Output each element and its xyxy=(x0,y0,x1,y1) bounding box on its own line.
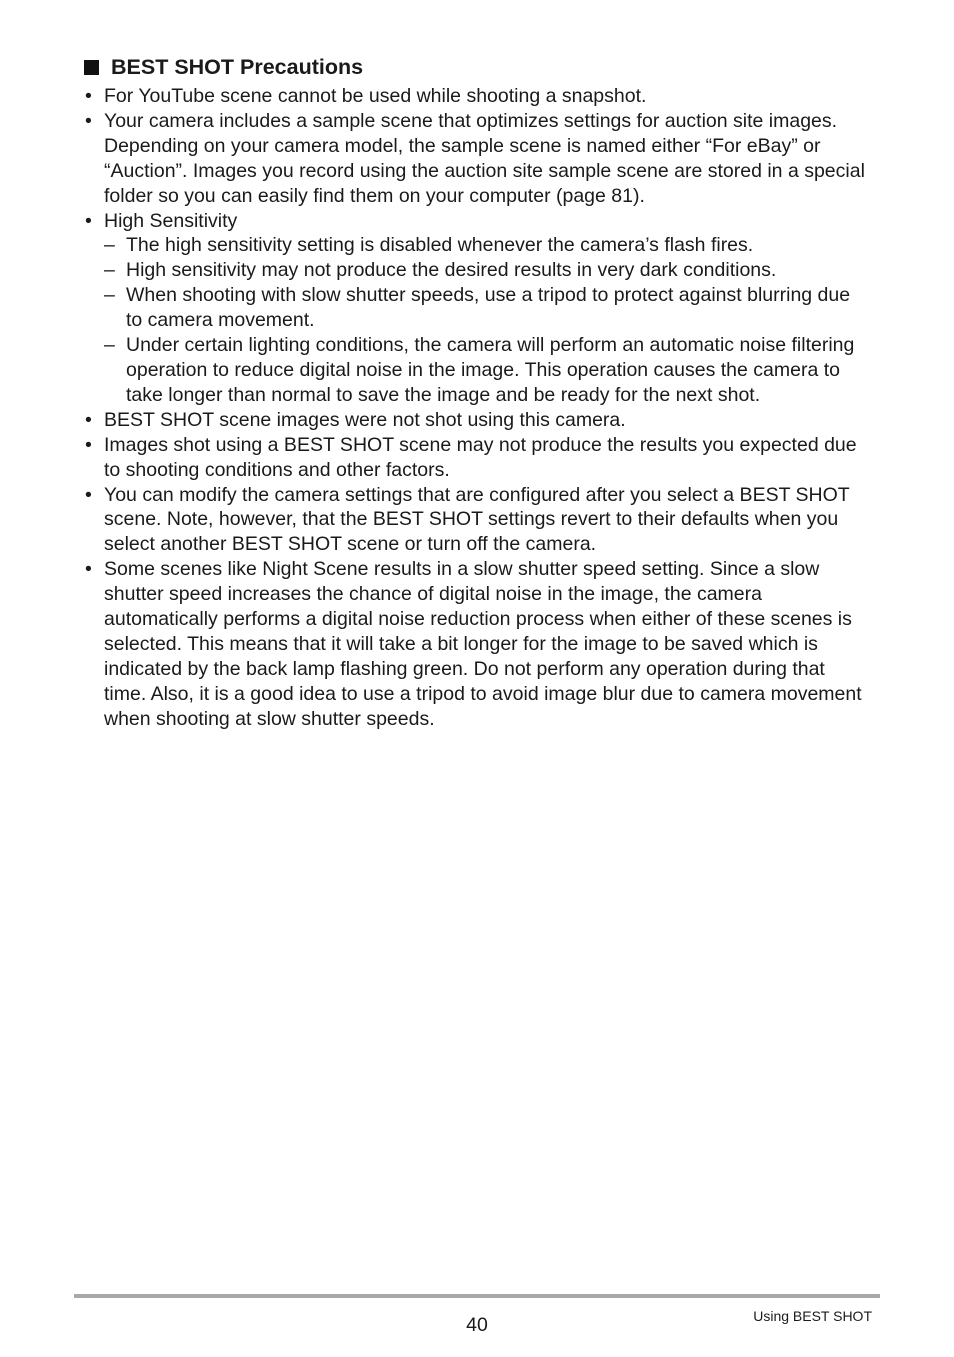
bullet-icon: • xyxy=(85,209,92,232)
sub-list-item-text: When shooting with slow shutter speeds, use a tripod to protect against blurring due to camera movement. xyxy=(126,284,851,332)
list-item-text: Images shot using a BEST SHOT scene may not produce the results you expected due to shooting conditions and other factors. xyxy=(104,433,857,481)
sub-list-item xyxy=(104,333,870,408)
page-number: 40 xyxy=(466,1314,488,1336)
list-item-text: BEST SHOT scene images were not shot using this camera. xyxy=(104,408,626,431)
list-item-high-sensitivity xyxy=(84,209,870,408)
sub-list-item-text: High sensitivity may not produce the desired results in very dark conditions. xyxy=(126,259,777,282)
list-item-text: Some scenes like Night Scene results in a slow shutter speed setting. Since a slow shutter speed increases the chance of digital noise in the image, the camera automatically performs a digital noise reduction process when either of these scenes is selected. This means that it will take a bit longer for the image to be saved which is indicated by the back lamp flashing green. Do not perform any operation during that time. Also, it is a good idea to use a tripod to avoid image blur due to camera movement when shooting at slow shutter speeds. xyxy=(104,558,862,730)
list-item xyxy=(84,433,870,483)
bullet-icon: • xyxy=(85,483,92,506)
list-item-text: For YouTube scene cannot be used while shooting a snapshot. xyxy=(104,85,647,107)
footer-divider xyxy=(74,1294,880,1298)
list-item-text: High Sensitivity xyxy=(104,209,238,232)
sub-list-item xyxy=(104,283,870,333)
dash-icon: – xyxy=(104,284,115,307)
list-item xyxy=(84,109,870,209)
list-item xyxy=(84,557,870,731)
high-sensitivity-sublist xyxy=(104,233,870,407)
page-content xyxy=(84,52,870,732)
bullet-icon: • xyxy=(85,408,92,431)
footer-section-label: Using BEST SHOT xyxy=(753,1308,872,1324)
black-square-icon xyxy=(84,60,99,75)
sub-list-item xyxy=(104,258,870,283)
bullet-icon: • xyxy=(85,109,92,132)
dash-icon: – xyxy=(104,234,115,257)
sub-list-item-text: The high sensitivity setting is disabled whenever the camera’s flash fires. xyxy=(126,234,754,257)
section-heading-text: BEST SHOT Precautions xyxy=(111,55,364,79)
sub-list-item-text: Under certain lighting conditions, the camera will perform an automatic noise filtering operation to reduce digital noise in the image. This operation causes the camera to take longer than normal to save the image and be ready for the next shot. xyxy=(126,334,855,406)
list-item xyxy=(84,483,870,558)
list-item xyxy=(84,408,870,433)
list-item xyxy=(84,84,870,109)
bullet-icon: • xyxy=(85,433,92,456)
sub-list-item xyxy=(104,233,870,258)
bullet-icon: • xyxy=(85,85,92,107)
precautions-list xyxy=(84,84,870,732)
list-item-text: Your camera includes a sample scene that optimizes settings for auction site images. Depending on your camera model, the sample scene is named either “For eBay” or “Auction”. Images you record using the auction site sample scene are stored in a special folder so you can easily find them on your computer (page 81). xyxy=(104,109,865,207)
dash-icon: – xyxy=(104,334,115,357)
list-item-text: You can modify the camera settings that are configured after you select a BEST SHOT scene. Note, however, that the BEST SHOT settings revert to their defaults when you select another BEST SHOT scene or turn off the camera. xyxy=(104,483,850,556)
bullet-icon: • xyxy=(85,558,92,581)
dash-icon: – xyxy=(104,259,115,282)
section-heading xyxy=(84,52,870,82)
